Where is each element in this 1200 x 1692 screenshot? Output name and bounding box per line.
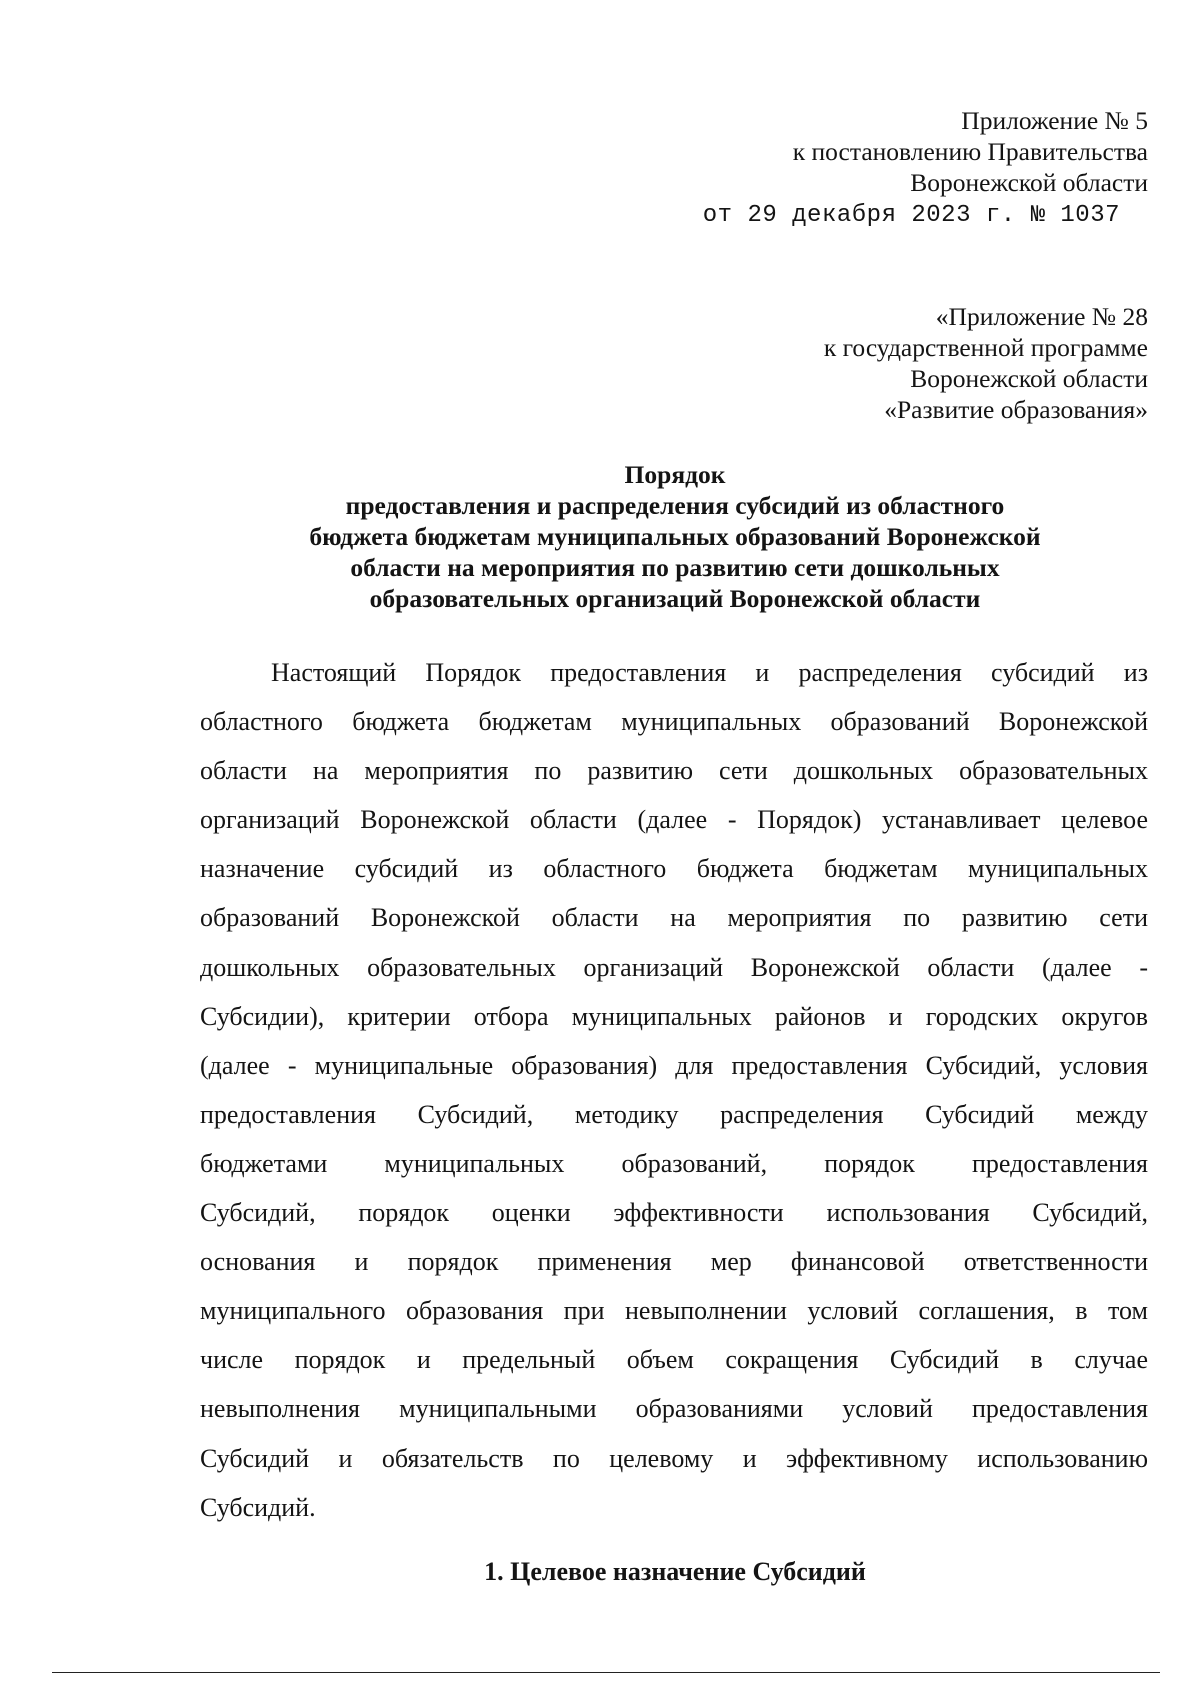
body-line: (далее - муниципальные образования) для предоставления Субсидий, условия [200, 1050, 1148, 1080]
title-line-5: образовательных организаций Воронежской области [369, 584, 981, 613]
body-line: бюджетами муниципальных образований, порядок предоставления [200, 1148, 1148, 1178]
appendix-5-number: Приложение № 5 [961, 106, 1148, 135]
document-title [200, 459, 1150, 614]
body-line: числе порядок и предельный объем сокращения Субсидий в случае [200, 1345, 1148, 1375]
body-line: образований Воронежской области на мероприятия по развитию сети [200, 903, 1148, 933]
body-line: Настоящий Порядок предоставления и распределения субсидий из [271, 658, 1148, 687]
body-line: областного бюджета бюджетам муниципальных образований Воронежской [200, 707, 1148, 737]
appendix-28-region: Воронежской области [910, 364, 1148, 393]
body-line: области на мероприятия по развитию сети дошкольных образовательных [200, 756, 1148, 786]
appendix-5-header [703, 105, 1148, 231]
body-line: назначение субсидий из областного бюджета бюджетам муниципальных [200, 854, 1148, 884]
bottom-divider [52, 1672, 1160, 1673]
appendix-5-region: Воронежской области [910, 168, 1148, 197]
body-line: Субсидий, порядок оценки эффективности использования Субсидий, [200, 1198, 1148, 1228]
body-line: Субсидий. [200, 1492, 316, 1522]
appendix-5-resolution: к постановлению Правительства [792, 137, 1148, 166]
body-line: предоставления Субсидий, методику распределения Субсидий между [200, 1099, 1148, 1129]
appendix-28-number: «Приложение № 28 [935, 302, 1148, 331]
title-line-1: Порядок [624, 460, 726, 489]
section-1-heading: 1. Целевое назначение Субсидий [484, 1557, 866, 1586]
title-line-2: предоставления и распределения субсидий из областного [345, 491, 1005, 520]
body-line: Субсидий и обязательств по целевому и эффективному использованию [200, 1443, 1148, 1473]
body-line: муниципального образования при невыполнении условий соглашения, в том [200, 1296, 1148, 1326]
title-line-4: области на мероприятия по развитию сети дошкольных [350, 553, 1000, 582]
appendix-5-date-number: от 29 декабря 2023 г. № 1037 [702, 202, 1120, 229]
body-paragraph [200, 648, 1148, 1532]
body-line: дошкольных образовательных организаций Воронежской области (далее - [200, 952, 1148, 982]
title-line-3: бюджета бюджетам муниципальных образований Воронежской [309, 522, 1041, 551]
appendix-28-program: к государственной программе [823, 333, 1148, 362]
appendix-28-header [824, 301, 1148, 425]
appendix-28-program-name: «Развитие образования» [884, 395, 1148, 424]
body-line: невыполнения муниципальными образованиями условий предоставления [200, 1394, 1148, 1424]
body-line: организаций Воронежской области (далее - Порядок) устанавливает целевое [200, 805, 1148, 835]
body-line: Субсидии), критерии отбора муниципальных районов и городских округов [200, 1001, 1148, 1031]
body-line: основания и порядок применения мер финансовой ответственности [200, 1247, 1148, 1277]
